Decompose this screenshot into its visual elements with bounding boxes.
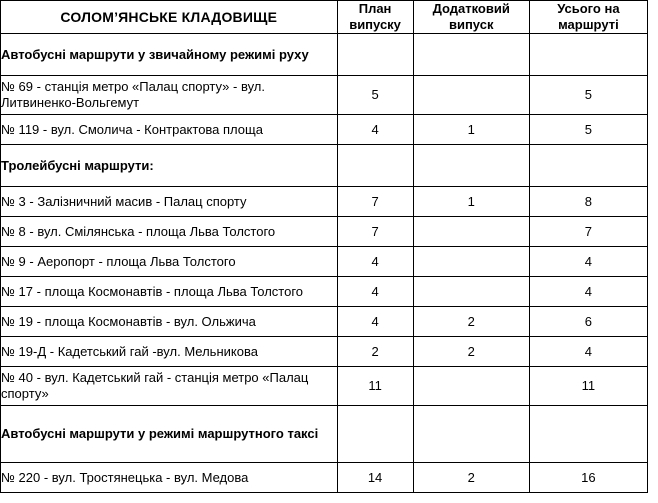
header-cell-extra (413, 1, 529, 34)
header-cell-plan (337, 1, 413, 34)
table-row (1, 247, 648, 277)
row-total (529, 145, 647, 187)
row-name: № 119 - вул. Смолича - Контрактова площа (1, 115, 338, 145)
table-row (1, 115, 648, 145)
table-row (1, 406, 648, 463)
row-plan: 11 (337, 367, 413, 406)
row-plan: 4 (337, 247, 413, 277)
row-extra (413, 406, 529, 463)
table-row (1, 76, 648, 115)
table-row (1, 145, 648, 187)
row-total: 16 (529, 463, 647, 493)
row-total: 7 (529, 217, 647, 247)
row-name: № 19 - площа Космонавтів - вул. Ольжича (1, 307, 338, 337)
header-total-line1: Усього на (557, 1, 620, 16)
row-total: 6 (529, 307, 647, 337)
row-extra (413, 367, 529, 406)
row-name: Тролейбусні маршрути: (1, 145, 338, 187)
row-total: 4 (529, 247, 647, 277)
table-row (1, 463, 648, 493)
table-row (1, 337, 648, 367)
row-name: № 8 - вул. Смілянська - площа Льва Толстого (1, 217, 338, 247)
row-extra (413, 34, 529, 76)
row-name: № 220 - вул. Тростянецька - вул. Медова (1, 463, 338, 493)
row-plan (337, 406, 413, 463)
row-name: № 17 - площа Космонавтів - площа Льва Толстого (1, 277, 338, 307)
row-extra: 1 (413, 115, 529, 145)
row-plan (337, 34, 413, 76)
row-plan: 14 (337, 463, 413, 493)
row-name: № 40 - вул. Кадетський гай - станція метро «Палац спорту» (1, 367, 338, 406)
row-name: № 69 - станція метро «Палац спорту» - вул. Литвиненко-Вольгемут (1, 76, 338, 115)
table-body (1, 1, 648, 493)
row-plan: 7 (337, 187, 413, 217)
table-row (1, 34, 648, 76)
row-extra (413, 145, 529, 187)
row-total (529, 34, 647, 76)
table-row (1, 217, 648, 247)
row-total: 11 (529, 367, 647, 406)
table-row (1, 277, 648, 307)
row-plan: 7 (337, 217, 413, 247)
row-extra (413, 277, 529, 307)
header-plan-line2: випуску (349, 17, 401, 32)
row-total: 8 (529, 187, 647, 217)
header-extra-line2: випуск (448, 17, 494, 32)
row-extra: 2 (413, 337, 529, 367)
row-plan: 5 (337, 76, 413, 115)
row-plan: 4 (337, 115, 413, 145)
row-plan (337, 145, 413, 187)
table-row (1, 187, 648, 217)
row-total: 4 (529, 277, 647, 307)
row-extra: 2 (413, 307, 529, 337)
row-extra: 2 (413, 463, 529, 493)
row-total: 5 (529, 115, 647, 145)
table-header-row (1, 1, 648, 34)
header-extra-line1: Додатковий (432, 1, 510, 16)
row-name: Автобусні маршрути у режимі маршрутного таксі (1, 406, 338, 463)
header-plan-line1: План (358, 1, 392, 16)
header-total-line2: маршруті (558, 17, 619, 32)
row-extra (413, 247, 529, 277)
table-row (1, 307, 648, 337)
row-name: № 19-Д - Кадетський гай -вул. Мельникова (1, 337, 338, 367)
row-plan: 4 (337, 277, 413, 307)
row-total: 4 (529, 337, 647, 367)
row-plan: 2 (337, 337, 413, 367)
table-row (1, 367, 648, 406)
row-name: Автобусні маршрути у звичайному режимі руху (1, 34, 338, 76)
row-total (529, 406, 647, 463)
row-extra (413, 76, 529, 115)
row-name: № 3 - Залізничний масив - Палац спорту (1, 187, 338, 217)
row-name: № 9 - Аеропорт - площа Льва Толстого (1, 247, 338, 277)
row-plan: 4 (337, 307, 413, 337)
row-extra (413, 217, 529, 247)
row-extra: 1 (413, 187, 529, 217)
header-cell-title: СОЛОМ’ЯНСЬКЕ КЛАДОВИЩЕ (1, 1, 338, 34)
row-total: 5 (529, 76, 647, 115)
header-cell-total (529, 1, 647, 34)
